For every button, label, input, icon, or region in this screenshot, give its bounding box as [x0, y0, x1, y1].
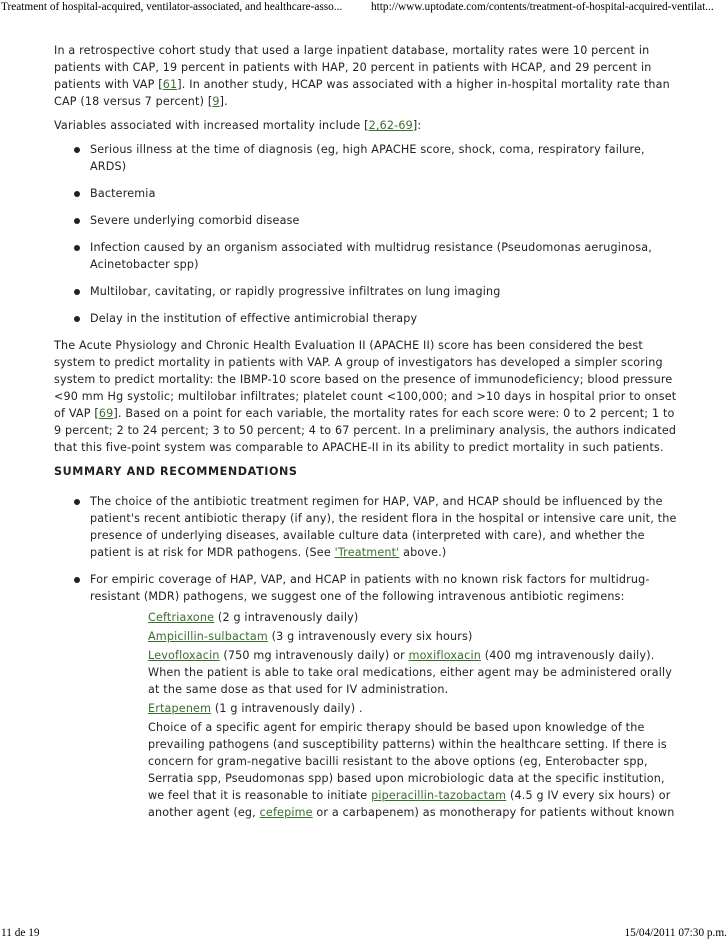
list-item: Multilobar, cavitating, or rapidly progressive infiltrates on lung imaging — [54, 283, 682, 300]
bullet-icon — [74, 316, 80, 322]
page-number: 11 de 19 — [1, 927, 40, 939]
list-item: Serious illness at the time of diagnosis (eg, high APACHE score, shock, coma, respiratory failure, ARDS) — [54, 141, 682, 175]
print-datetime: 15/04/2011 07:30 p.m. — [624, 927, 727, 939]
drug-link[interactable]: Levofloxacin — [148, 649, 220, 662]
regimen-item: Ertapenem (1 g intravenously daily) . — [148, 702, 363, 715]
list-item: Severe underlying comorbid disease — [54, 212, 682, 229]
reference-link[interactable]: 69 — [98, 407, 114, 420]
list-item: Bacteremia — [54, 185, 682, 202]
drug-link[interactable]: moxifloxacin — [408, 649, 481, 662]
regimen-list — [148, 609, 682, 821]
page-url: http://www.uptodate.com/contents/treatment-of-hospital-acquired-ventilat... — [371, 1, 714, 13]
list-item: Infection caused by an organism associated with multidrug resistance (Pseudomonas aeruginosa, Acinetobacter spp) — [54, 239, 682, 273]
bullet-icon — [74, 289, 80, 295]
list-item: For empiric coverage of HAP, VAP, and HCAP in patients with no known risk factors for multidrug-resistant (MDR) pathogens, we suggest one of the following intravenous antibiotic regimens: Ceftriaxone (2 g intravenously daily) Ampicillin-sulbactam (3 g intravenously every six hours) Levofloxacin (750 mg intravenously daily) or moxifloxacin (400 mg intravenously daily). When the patient is able to take oral medications, either agent may be administered orally at the same dose as that used for IV administration. Ertapenem (1 g intravenously daily) . Choice of a specific agent for empiric therapy should be based upon knowledge of the prevailing pathogens (and susceptibility patterns) within the healthcare setting. If there is concern for gram-negative bacilli resistant to the above options (eg, Enterobacter spp, Serratia spp, Pseudomonas spp) based upon microbiologic data at the specific institution, we feel that it is reasonable to initiate piperacillin-tazobactam (4.5 g IV every six hours) or another agent (eg, cefepime or a carbapenem) as monotherapy for patients without known — [54, 571, 682, 821]
drug-link[interactable]: cefepime — [259, 806, 313, 819]
list-item: The choice of the antibiotic treatment regimen for HAP, VAP, and HCAP should be influenced by the patient's recent antibiotic therapy (if any), the resident flora in the hospital or intensive care unit, the presence of underlying diseases, available culture data (interpreted with care), and whether the patient is at risk for MDR pathogens. (See 'Treatment' above.) — [54, 493, 682, 561]
regimen-item: Ceftriaxone (2 g intravenously daily) — [148, 611, 359, 624]
treatment-link[interactable]: 'Treatment' — [334, 546, 400, 559]
drug-link[interactable]: piperacillin-tazobactam — [371, 789, 507, 802]
page-title: Treatment of hospital-acquired, ventilator-associated, and healthcare-asso... — [1, 1, 343, 13]
paragraph-mortality-rates: In a retrospective cohort study that used a large inpatient database, mortality rates were 10 percent in patients with CAP, 19 percent in patients with HAP, 20 percent in patients with HCAP, and 29 percent in patients with VAP [61]. In another study, HCAP was associated with a higher in-hospital mortality rate than CAP (18 versus 7 percent) [9]. — [54, 44, 670, 108]
reference-link[interactable]: 61 — [162, 78, 178, 91]
paragraph-variables: Variables associated with increased mortality include [2,62-69]: — [54, 119, 422, 132]
list-item: Delay in the institution of effective antimicrobial therapy — [54, 310, 682, 327]
reference-link[interactable]: 9 — [212, 95, 220, 108]
bullet-icon — [74, 191, 80, 197]
drug-link[interactable]: Ertapenem — [148, 702, 212, 715]
bullet-icon — [74, 499, 80, 505]
regimen-item: Ampicillin-sulbactam (3 g intravenously every six hours) — [148, 630, 473, 643]
paragraph-apache: The Acute Physiology and Chronic Health Evaluation II (APACHE II) score has been considered the best system to predict mortality in patients with VAP. A group of investigators has developed a simpler scoring system to predict mortality: the IBMP-10 score based on the presence of immunodeficiency; blood pressure <90 mm Hg systolic; multilobar infiltrates; platelet count <100,000; and >10 days in hospital prior to onset of VAP [69]. Based on a point for each variable, the mortality rates for each score were: 0 to 2 percent; 1 to 9 percent; 2 to 24 percent; 3 to 50 percent; 4 to 67 percent. In a preliminary analysis, the authors indicated that this five-point system was comparable to APACHE-II in its ability to predict mortality in such patients. — [54, 339, 677, 454]
regimen-item: Levofloxacin (750 mg intravenously daily) or moxifloxacin (400 mg intravenously daily). When the patient is able to take oral medications, either agent may be administered orally at the same dose as that used for IV administration. — [148, 649, 673, 696]
section-heading: SUMMARY AND RECOMMENDATIONS — [54, 465, 298, 478]
drug-link[interactable]: Ceftriaxone — [148, 611, 215, 624]
bullet-icon — [74, 577, 80, 583]
drug-link[interactable]: Ampicillin-sulbactam — [148, 630, 268, 643]
bullet-icon — [74, 147, 80, 153]
bullet-icon — [74, 245, 80, 251]
bullet-icon — [74, 218, 80, 224]
print-header — [0, 1, 728, 17]
print-footer — [0, 927, 728, 942]
mortality-variables-list — [54, 141, 682, 327]
regimen-note: Choice of a specific agent for empiric therapy should be based upon knowledge of the prevailing pathogens (and susceptibility patterns) within the healthcare setting. If there is concern for gram-negative bacilli resistant to the above options (eg, Enterobacter spp, Serratia spp, Pseudomonas spp) based upon microbiologic data at the specific institution, we feel that it is reasonable to initiate piperacillin-tazobactam (4.5 g IV every six hours) or another agent (eg, cefepime or a carbapenem) as monotherapy for patients without known — [148, 721, 675, 819]
reference-link[interactable]: 2,62-69 — [368, 119, 413, 132]
summary-list — [54, 493, 682, 821]
article-body — [54, 42, 682, 831]
